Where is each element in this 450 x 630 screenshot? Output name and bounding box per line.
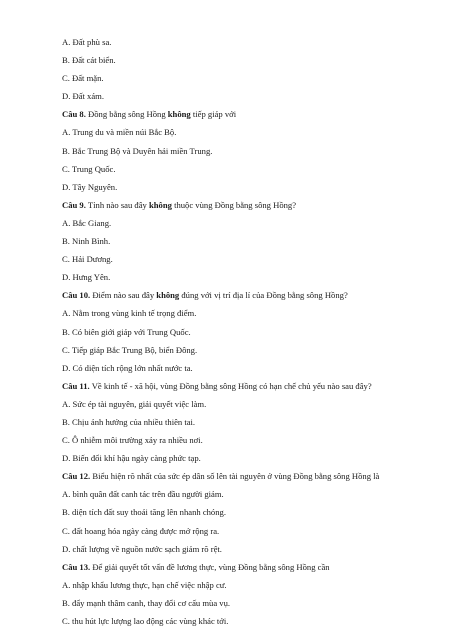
question-label: Câu 9. [62,199,86,210]
option-line: C. Ô nhiễm môi trường xảy ra nhiều nơi. [62,435,203,446]
option-line: A. Bắc Giang. [62,217,112,228]
option-line: D. Đất xám. [62,91,105,102]
option-line: A. Đất phù sa. [62,37,112,47]
question-13-stem [62,558,430,576]
option-line: C. thu hút lực lượng lao động các vùng khác tới. [62,616,229,626]
option-line: B. Chịu ảnh hưởng của nhiều thiên tai. [62,416,196,427]
option-line: D. Biến đổi khí hậu ngày càng phức tạp. [62,453,201,464]
question-text: Điểm nào sau đây [90,290,157,301]
option-line: A. Nằm trong vùng kinh tế trọng điểm. [62,308,197,319]
option-line: A. Sức ép tài nguyên, giải quyết việc làm. [62,398,207,409]
option-line: C. Đất mặn. [62,73,104,84]
question-text: thuộc vùng Đồng bằng sông Hồng? [171,199,297,210]
option-line: A. Trung du và miền núi Bắc Bộ. [62,127,177,138]
option-line: B. Đất cát biển. [62,55,116,66]
option-line: C. Tiếp giáp Bắc Trung Bộ, biển Đông. [62,344,198,355]
question-label: Câu 8. [62,109,86,120]
option-line: B. Bắc Trung Bộ và Duyên hải miền Trung. [62,145,213,156]
question-9-stem [62,196,430,214]
question-11-stem [62,377,430,395]
question-10-stem [62,286,430,304]
option-line: D. Có diện tích rộng lớn nhất nước ta. [62,362,193,373]
question-text: Đồng bằng sông Hồng [85,109,168,120]
question-text: tiếp giáp với [190,109,237,120]
question-text: Để giải quyết tốt vấn đề lương thực, vùng Đồng bằng sông Hồng cần [90,561,330,572]
option-line: A. nhập khẩu lương thực, hạn chế việc nhập cư. [62,579,227,590]
question-label: Câu 12. [62,471,91,482]
option-line: B. Ninh Bình. [62,236,111,247]
option-line: B. đẩy mạnh thâm canh, thay đổi cơ cấu mùa vụ. [62,597,231,608]
question-negation: không [167,109,191,120]
question-8-stem [62,105,430,123]
question-text: Tỉnh nào sau đây [85,199,149,210]
option-line: C. đất hoang hóa ngày càng được mở rộng ra. [62,525,220,536]
option-line: D. Tây Nguyên. [62,181,118,192]
question-label: Câu 13. [62,561,91,572]
option-line: C. Trung Quốc. [62,163,116,174]
question-text: Về kinh tế - xã hội, vùng Đồng bằng sông Hồng có hạn chế chủ yếu nào sau đây? [89,380,372,391]
question-text: đúng với vị trí địa lí của Đồng bằng sông Hồng? [179,290,348,301]
question-text: Biểu hiện rõ nhất của sức ép dân số lên tài nguyên ở vùng Đồng bằng sông Hồng là [90,471,380,482]
question-negation: không [156,290,180,301]
question-label: Câu 11. [62,380,90,391]
option-line: B. diện tích đất suy thoái tăng lên nhanh chóng. [62,507,226,518]
question-label: Câu 10. [62,290,91,301]
option-line: D. Hưng Yên. [62,272,111,283]
option-line: B. Có biên giới giáp với Trung Quốc. [62,326,191,337]
option-line: A. bình quân đất canh tác trên đầu người giảm. [62,489,224,500]
question-negation: không [148,199,172,210]
question-12-stem [62,467,430,485]
option-line: C. Hải Dương. [62,254,113,265]
option-line: D. chất lượng về nguồn nước sạch giảm rõ rệt. [62,543,222,554]
